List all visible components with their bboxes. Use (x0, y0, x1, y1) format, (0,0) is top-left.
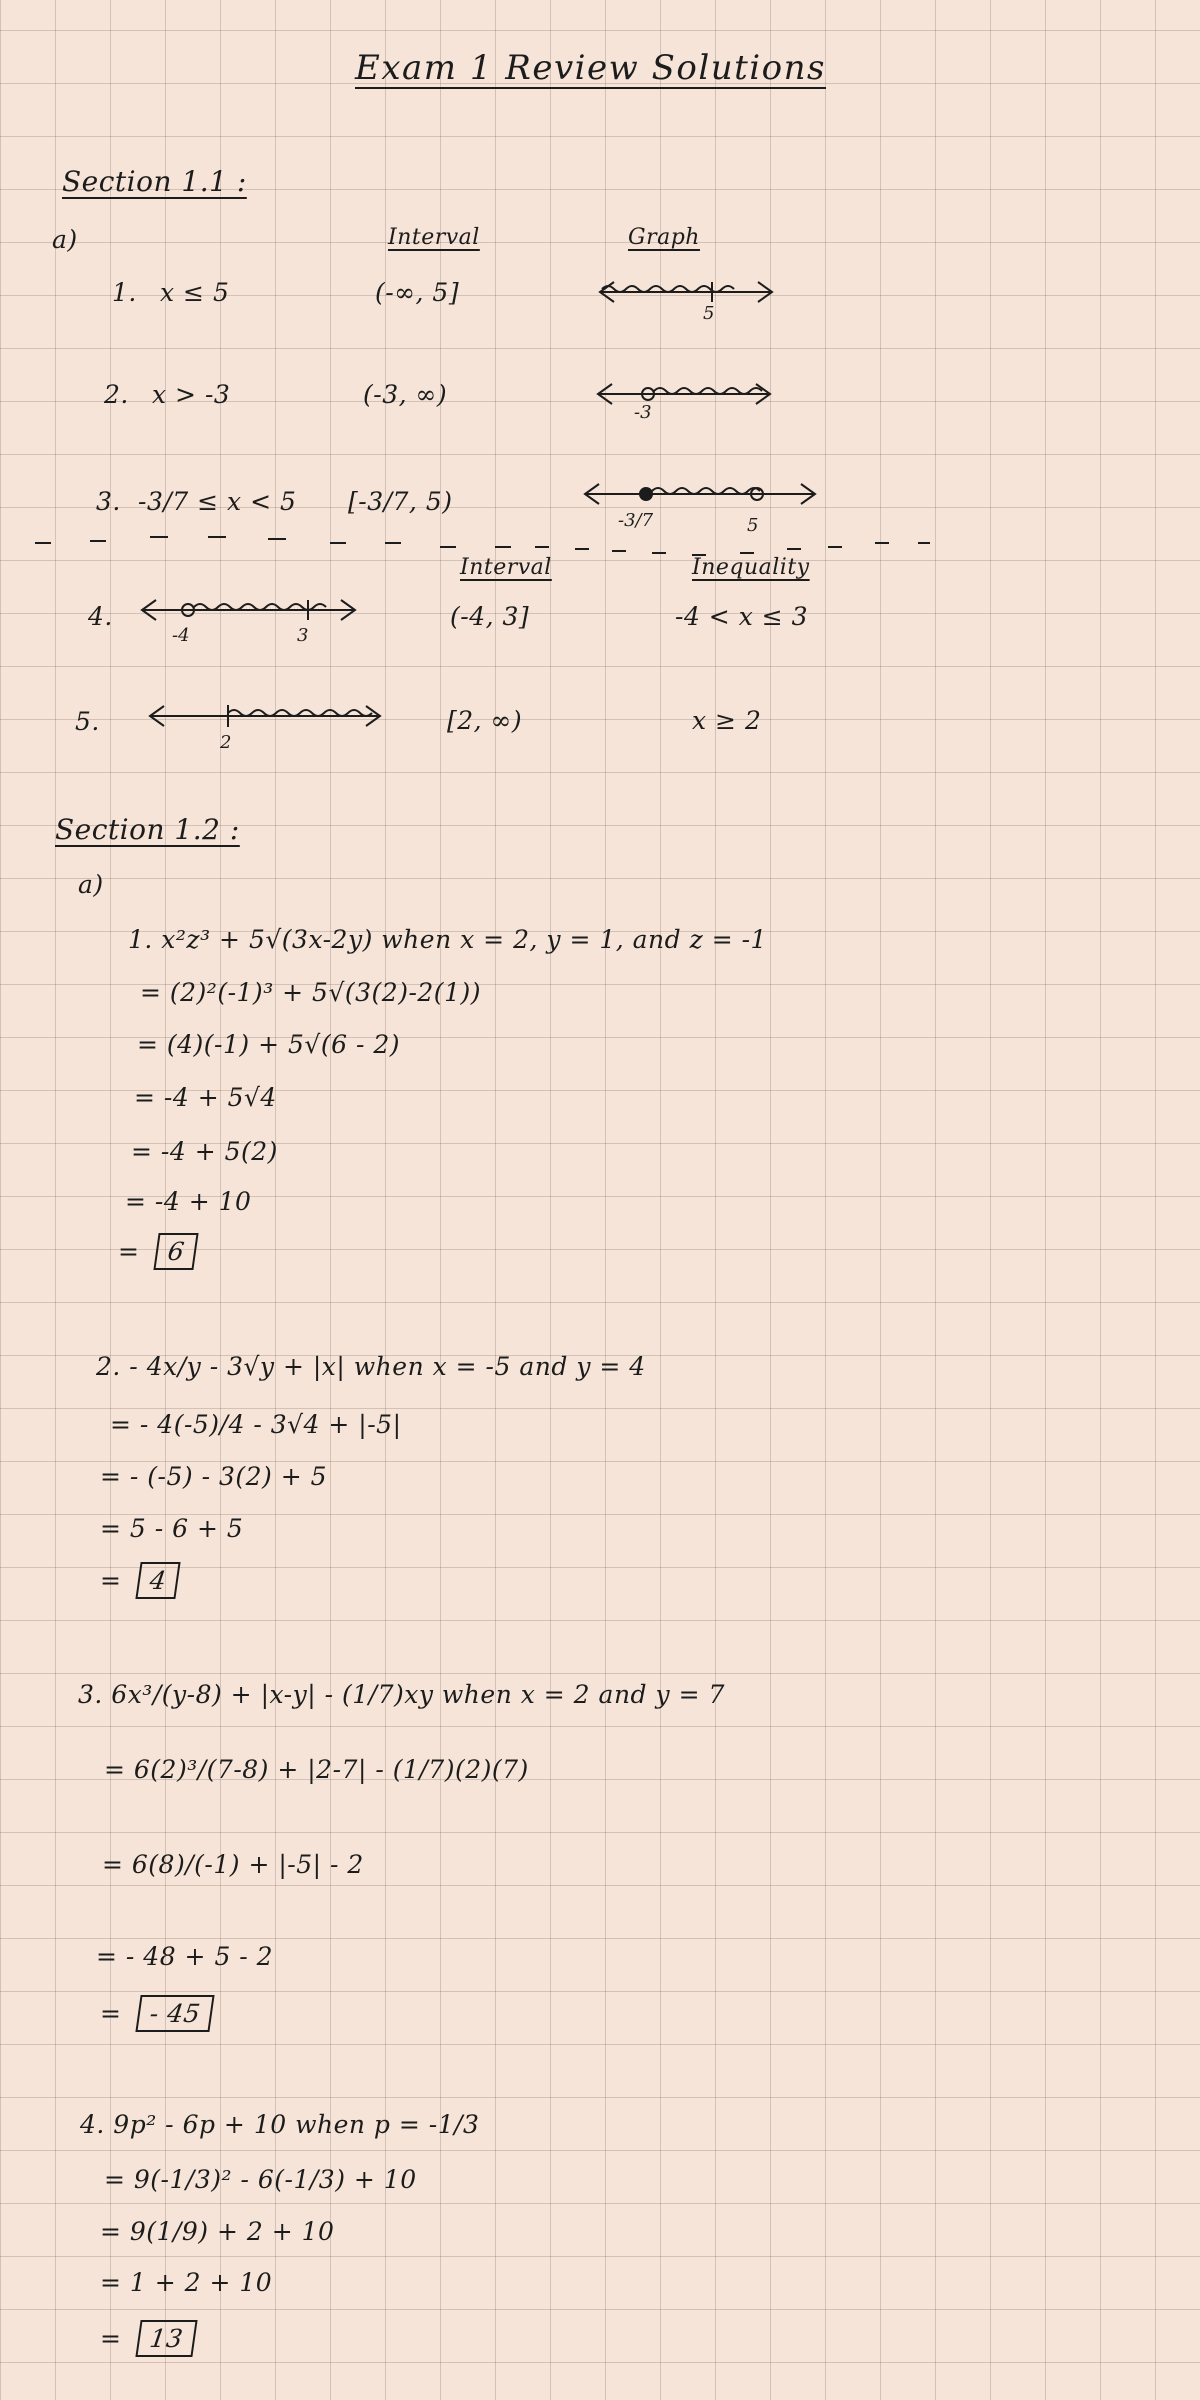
problem-1-step-2: = (4)(-1) + 5√(6 - 2) (137, 1030, 401, 1059)
row-5-inequality: x ≥ 2 (692, 706, 762, 735)
row-4-interval: (-4, 3] (450, 602, 530, 631)
section-1-2-part-label: a) (78, 870, 104, 899)
row-5-interval: [2, ∞) (447, 706, 523, 735)
problem-1-step-3: = -4 + 5√4 (134, 1083, 277, 1112)
row-2-interval: (-3, ∞) (363, 380, 448, 409)
row-3-number: 3. (96, 487, 121, 516)
section-1-1-heading: Section 1.1 : (62, 165, 247, 198)
problem-2-step-1: = - 4(-5)/4 - 3√4 + |-5| (110, 1410, 402, 1439)
row-3-tick-label-right: 5 (747, 515, 759, 536)
problem-4-step-1: = 9(-1/3)² - 6(-1/3) + 10 (104, 2165, 417, 2194)
problem-3-answer-row: = - 45 (100, 1995, 213, 2032)
row-2-tick-label: -3 (634, 402, 652, 423)
problem-2-step-3: = 5 - 6 + 5 (100, 1514, 244, 1543)
section-1-1-part-label: a) (52, 225, 78, 254)
inequality-header: Inequality (692, 555, 810, 580)
row-5-number: 5. (75, 707, 100, 736)
problem-3-answer: - 45 (136, 1995, 215, 2032)
row-3-expression: -3/7 ≤ x < 5 (138, 487, 297, 516)
row-5-tick-label: 2 (220, 732, 232, 753)
graph-header: Graph (628, 225, 700, 250)
problem-3-statement: 3. 6x³/(y-8) + |x-y| - (1/7)xy when x = 2 and y = 7 (78, 1680, 725, 1709)
row-1-interval: (-∞, 5] (375, 278, 460, 307)
row-3-tick-label-left: -3/7 (618, 510, 654, 531)
problem-1-step-5: = -4 + 10 (125, 1187, 252, 1216)
page-title: Exam 1 Review Solutions (355, 48, 826, 88)
problem-3-step-3: = - 48 + 5 - 2 (96, 1942, 274, 1971)
problem-3-step-1: = 6(2)³/(7-8) + |2-7| - (1/7)(2)(7) (104, 1755, 529, 1784)
row-2-number: 2. (104, 380, 129, 409)
problem-2-step-2: = - (-5) - 3(2) + 5 (100, 1462, 328, 1491)
problem-4-step-2: = 9(1/9) + 2 + 10 (100, 2217, 335, 2246)
row-4-inequality: -4 < x ≤ 3 (675, 602, 809, 631)
problem-4-statement: 4. 9p² - 6p + 10 when p = -1/3 (80, 2110, 480, 2139)
problem-4-step-3: = 1 + 2 + 10 (100, 2268, 273, 2297)
section-1-2-heading: Section 1.2 : (55, 813, 240, 846)
interval-header-2: Interval (460, 555, 552, 580)
problem-1-answer: 6 (154, 1233, 200, 1270)
problem-2-answer: 4 (136, 1562, 182, 1599)
problem-2-answer-row: = 4 (100, 1562, 179, 1599)
row-1-expression: x ≤ 5 (160, 278, 230, 307)
interval-header: Interval (388, 225, 480, 250)
row-4-number: 4. (88, 602, 113, 631)
problem-1-statement: 1. x²z³ + 5√(3x-2y) when x = 2, y = 1, and z = -1 (128, 925, 767, 954)
row-4-tick-label-right: 3 (297, 625, 309, 646)
row-1-number: 1. (112, 278, 137, 307)
problem-4-answer: 13 (136, 2320, 198, 2357)
problem-3-step-2: = 6(8)/(-1) + |-5| - 2 (102, 1850, 364, 1879)
row-1-tick-label: 5 (703, 303, 715, 324)
problem-1-step-4: = -4 + 5(2) (131, 1137, 278, 1166)
row-2-expression: x > -3 (152, 380, 231, 409)
problem-1-answer-row: = 6 (118, 1233, 197, 1270)
problem-1-step-1: = (2)²(-1)³ + 5√(3(2)-2(1)) (140, 978, 481, 1007)
problem-4-answer-row: = 13 (100, 2320, 195, 2357)
problem-2-statement: 2. - 4x/y - 3√y + |x| when x = -5 and y = 4 (96, 1352, 646, 1381)
row-3-interval: [-3/7, 5) (348, 487, 453, 516)
row-4-tick-label-left: -4 (172, 625, 190, 646)
